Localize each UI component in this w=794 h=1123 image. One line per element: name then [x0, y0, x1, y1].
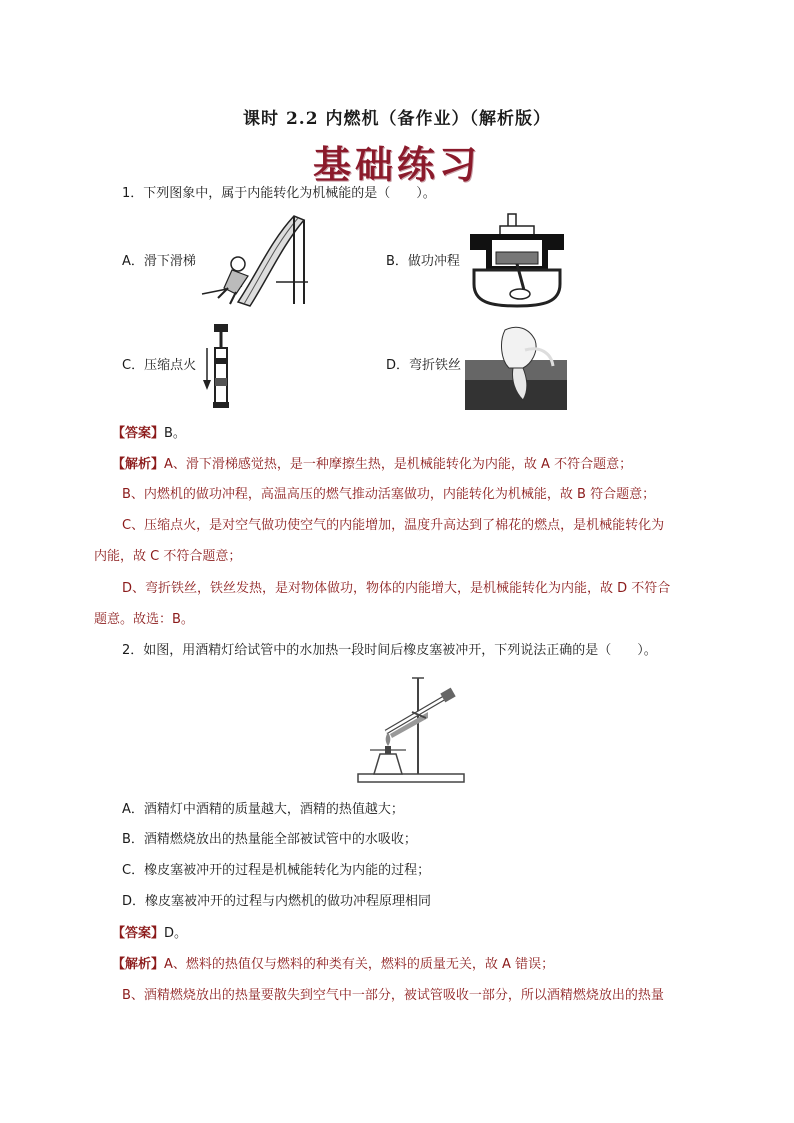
q1-answer-text: B。	[164, 426, 186, 441]
q2-answer-tag: 【答案】	[112, 926, 165, 941]
q1-analysis-line-6: 题意。故选：B。	[94, 612, 194, 627]
q1-analysis-line-5: D、弯折铁丝，铁丝发热，是对物体做功，物体的内能增大，是机械能转化为内能，故 D 不符合	[122, 581, 671, 596]
q2-option-b: B．酒精燃烧放出的热量能全部被试管中的水吸收；	[122, 832, 417, 847]
q2-analysis-line-1	[112, 955, 554, 975]
q1-option-c: C．压缩点火	[122, 358, 197, 373]
q1-answer	[112, 424, 186, 444]
slide-figure	[198, 212, 310, 308]
q1-option-d: D．弯折铁丝	[386, 358, 462, 373]
test-tube-figure	[356, 670, 468, 784]
q2-analysis-text-1: A、燃料的热值仅与燃料的种类有关，燃料的质量无关，故 A 错误；	[164, 957, 555, 972]
engine-figure	[464, 210, 570, 308]
q1-analysis-line-1	[112, 455, 632, 475]
q1-analysis-line-4: 内能，故 C 不符合题意；	[94, 549, 242, 564]
q2-option-d: D．橡皮塞被冲开的过程与内燃机的做功冲程原理相同	[122, 894, 432, 909]
q1-option-b: B．做功冲程	[386, 254, 460, 269]
bending-wire-figure	[465, 320, 567, 410]
q2-option-c: C．橡皮塞被冲开的过程是机械能转化为内能的过程；	[122, 863, 431, 878]
q2-option-a: A．酒精灯中酒精的质量越大，酒精的热值越大；	[122, 802, 404, 817]
q1-option-a: A．滑下滑梯	[122, 254, 196, 269]
q1-stem: 1．下列图象中，属于内能转化为机械能的是（ ）。	[122, 186, 436, 201]
q1-analysis-tag: 【解析】	[112, 457, 165, 472]
q1-analysis-text-1: A、滑下滑梯感觉热，是一种摩擦生热，是机械能转化为内能，故 A 不符合题意；	[164, 457, 633, 472]
q2-analysis-line-2: B、酒精燃烧放出的热量要散失到空气中一部分，被试管吸收一部分，所以酒精燃烧放出的热量	[122, 988, 664, 1003]
section-banner: 基础练习	[312, 142, 481, 187]
compression-figure	[198, 322, 238, 410]
q2-answer-text: D。	[164, 926, 188, 941]
q1-analysis-line-2: B、内燃机的做功冲程，高温高压的燃气推动活塞做功，内能转化为机械能，故 B 符合题意；	[122, 487, 656, 502]
q2-answer	[112, 924, 187, 944]
q1-analysis-line-3: C、压缩点火，是对空气做功使空气的内能增加，温度升高达到了棉花的燃点，是机械能转化为	[122, 518, 665, 533]
page-title: 课时 2.2 内燃机（备作业）（解析版）	[243, 109, 551, 129]
q2-stem: 2．如图，用酒精灯给试管中的水加热一段时间后橡皮塞被冲开，下列说法正确的是（ ）。	[122, 643, 657, 658]
q2-analysis-tag: 【解析】	[112, 957, 165, 972]
q1-answer-tag: 【答案】	[112, 426, 165, 441]
